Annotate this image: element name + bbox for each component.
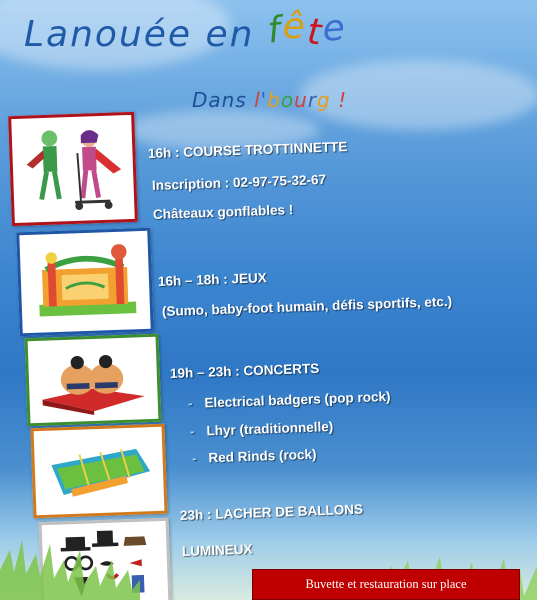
fete-letter: ê (282, 6, 307, 47)
ballons-time: 23h : LACHER DE BALLONS (179, 501, 364, 523)
scooter-kids-icon (17, 121, 128, 217)
bullet: - (189, 423, 195, 439)
course-inscription: Inscription : 02-97-75-32-67 (151, 171, 327, 193)
bourg-letter: ! (338, 88, 348, 112)
bourg-letter: g (317, 88, 331, 112)
sumo-wrestlers-icon (34, 343, 152, 417)
photo-scooter-kids (8, 112, 138, 226)
ballons-second-line: LUMINEUX (181, 541, 253, 559)
band-name: Red Rinds (rock) (208, 446, 317, 466)
bourg-letter: l (254, 88, 261, 112)
buvette-banner: Buvette et restauration sur place (252, 569, 520, 600)
subtitle-prefix: Dans (192, 88, 255, 112)
bullet: - (187, 395, 193, 411)
photo-bouncy-castle (16, 228, 154, 337)
concert-band (190, 419, 334, 439)
bourg-letter: r (307, 88, 318, 112)
concerts-time: 19h – 23h : CONCERTS (169, 360, 320, 381)
photo-inflatable-foosball (30, 424, 167, 519)
subtitle (192, 88, 347, 112)
course-time: 16h : COURSE TROTTINNETTE (147, 139, 348, 161)
bourg-letter (331, 88, 338, 112)
bourg-letter: ' (260, 88, 268, 112)
bourg-letter: o (280, 88, 295, 112)
band-name: Lhyr (traditionnelle) (206, 419, 334, 439)
title-fete (265, 6, 349, 55)
concert-band (188, 389, 391, 411)
fete-letter: t (305, 11, 325, 54)
photo-sumo (25, 334, 162, 427)
course-chateaux: Châteaux gonflables ! (152, 202, 294, 222)
concert-band (192, 447, 317, 466)
bourg-letter: u (294, 88, 308, 112)
bullet: - (191, 450, 197, 466)
title-main: Lanouée en (24, 14, 255, 55)
subtitle-bourg (254, 88, 347, 112)
fete-letter: f (265, 9, 285, 52)
fete-letter: e (321, 7, 349, 50)
page-title (24, 6, 349, 55)
bouncy-castle-icon (26, 237, 145, 327)
jeux-details: (Sumo, baby-foot humain, défis sportifs, etc.) (161, 293, 453, 319)
jeux-time: 16h – 18h : JEUX (157, 270, 268, 289)
band-name: Electrical badgers (pop rock) (204, 388, 391, 411)
inflatable-foosball-icon (40, 433, 158, 509)
bourg-letter: b (267, 88, 281, 112)
